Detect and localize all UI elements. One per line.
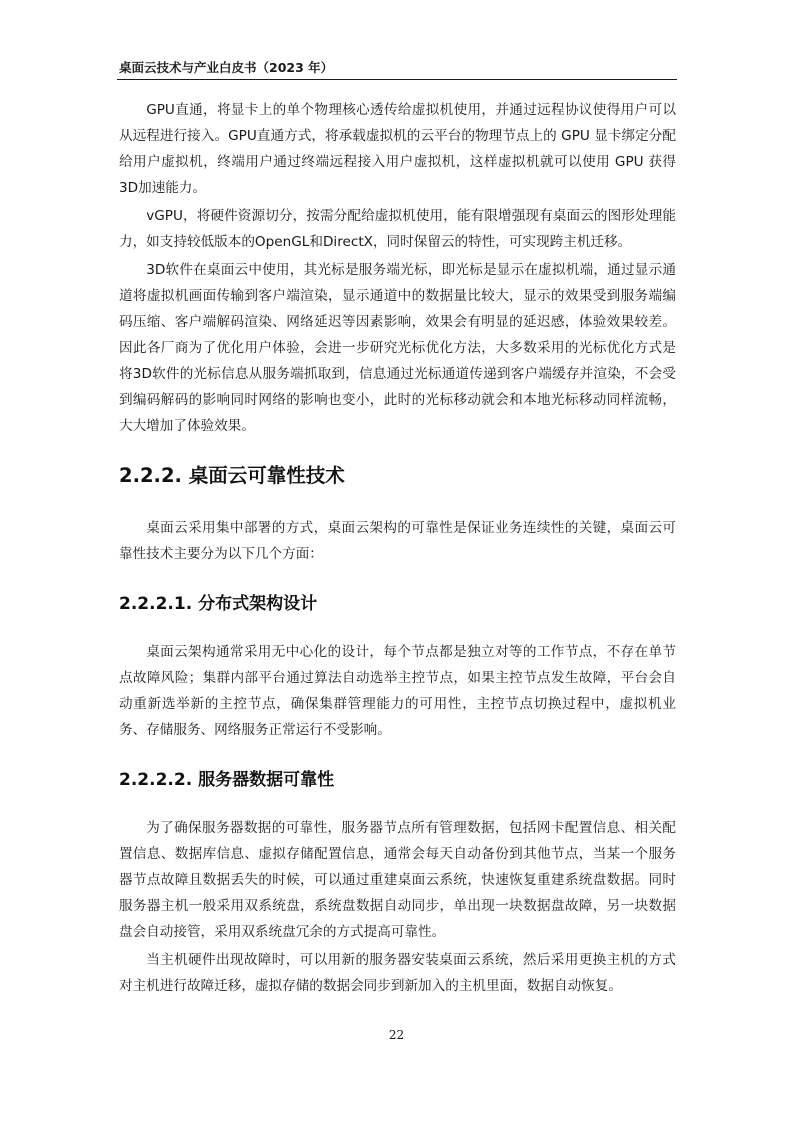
paragraph-distributed: 桌面云架构通常采用无中心化的设计，每个节点都是独立对等的工作节点，不存在单节点故障风险；集群内部平台通过算法自动选举主控节点，如果主控节点发生故障，平台会自动重新选举新的主控节点，确保集群管理能力的可用性，主控节点切换过程中，虚拟机业务、存储服务、网络服务正常运行不受影响。 [119, 644, 676, 738]
section-heading-reliability: 2.2.2. 桌面云可靠性技术 [119, 464, 345, 487]
paragraph-host-failover: 当主机硬件出现故障时，可以用新的服务器安装桌面云系统，然后采用更换主机的方式对主机进行故障迁移，虚拟存储的数据会同步到新加入的主机里面，数据自动恢复。 [119, 952, 676, 994]
page-number: 22 [388, 1028, 405, 1042]
subsection-heading-server-data: 2.2.2.2. 服务器数据可靠性 [119, 770, 335, 790]
paragraph-vgpu: vGPU，将硬件资源切分，按需分配给虚拟机使用，能有限增强现有桌面云的图形处理能力，如支持较低版本的OpenGL和DirectX，同时保留云的特性，可实现跨主机迁移。 [119, 208, 676, 250]
paragraph-3d-cursor: 3D软件在桌面云中使用，其光标是服务端光标，即光标是显示在虚拟机端，通过显示通道将虚拟机画面传输到客户端渲染，显示通道中的数据量比较大，显示的效果受到服务端编码压缩、客户端解码渲染、网络延迟等因素影响，效果会有明显的延迟感，体验效果较差。因此各厂商为了优化用户体验，会进一步研究光标优化方法，大多数采用的光标优化方式是将3D软件的光标信息从服务端抓取到，信息通过光标通道传递到客户端缓存并渲染，不会受到编码解码的影响同时网络的影响也变小，此时的光标移动就会和本地光标移动同样流畅，大大增加了体验效果。 [119, 262, 676, 434]
paragraph-gpu-passthrough: GPU直通，将显卡上的单个物理核心透传给虚拟机使用，并通过远程协议使得用户可以从远程进行接入。GPU直通方式，将承载虚拟机的云平台的物理节点上的 GPU 显卡绑定分配给用户虚拟机，终端用户通过终端远程接入用户虚拟机，这样虚拟机就可以使用 GPU 获得 3D加速能力。 [119, 102, 676, 196]
running-header: 桌面云技术与产业白皮书（2023 年） [119, 60, 334, 75]
paragraph-reliability-intro: 桌面云采用集中部署的方式，桌面云架构的可靠性是保证业务连续性的关键，桌面云可靠性技术主要分为以下几个方面： [119, 520, 676, 562]
header-divider [117, 79, 677, 80]
paragraph-server-backup: 为了确保服务器数据的可靠性，服务器节点所有管理数据，包括网卡配置信息、相关配置信息、数据库信息、虚拟存储配置信息，通常会每天自动备份到其他节点，当某一个服务器节点故障且数据丢失的时候，可以通过重建桌面云系统，快速恢复重建系统盘数据。同时服务器主机一般采用双系统盘，系统盘数据自动同步，单出现一块数据盘故障，另一块数据盘会自动接管，采用双系统盘冗余的方式提高可靠性。 [119, 820, 676, 940]
page-content [119, 97, 676, 1001]
subsection-heading-distributed: 2.2.2.1. 分布式架构设计 [119, 594, 318, 614]
